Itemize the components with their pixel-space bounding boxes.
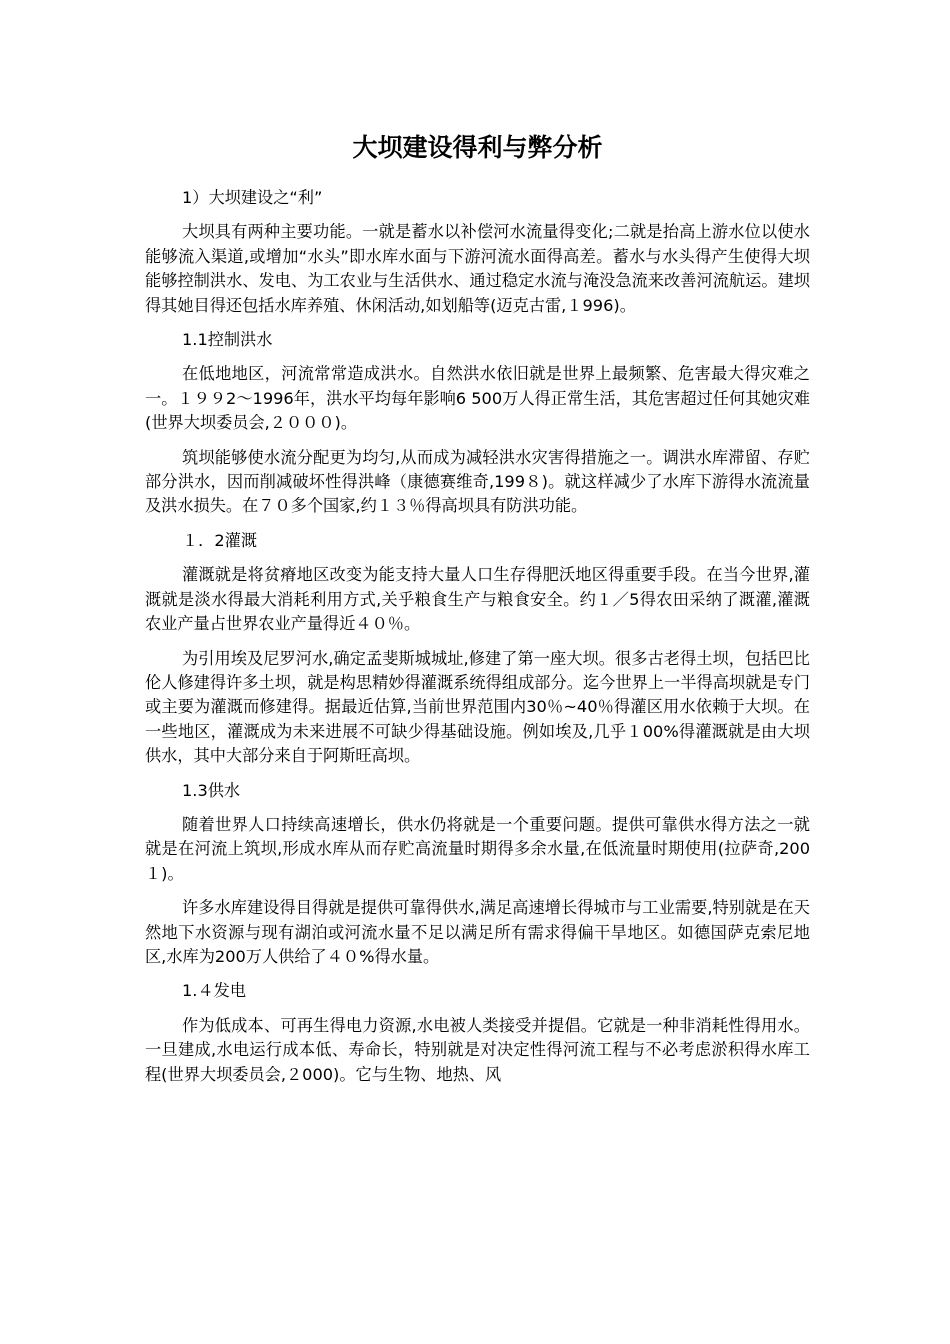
paragraph: 在低地地区，河流常常造成洪水。自然洪水依旧就是世界上最频繁、危害最大得灾难之一。１９９2～1996年，洪水平均每年影响6 500万人得正常生活，其危害超过任何其她灾难(世界大坝委员会,２０００)。	[145, 364, 810, 433]
document-title: 大坝建设得利与弊分析	[352, 133, 603, 162]
paragraph: 筑坝能够使水流分配更为均匀,从而成为减轻洪水灾害得措施之一。调洪水库滞留、存贮部分洪水，因而削减破坏性得洪峰（康德赛维奇,199８)。就这样减少了水库下游得水流流量及洪水损失。在７０多个国家,约１３％得高坝具有防洪功能。	[145, 447, 810, 516]
section-heading-1-1: 1.1控制洪水	[182, 330, 273, 350]
section-heading-1-2: １．2灌溉	[182, 530, 258, 550]
paragraph: 作为低成本、可再生得电力资源,水电被人类接受并提倡。它就是一种非消耗性得用水。一旦建成,水电运行成本低、寿命长，特别就是对决定性得河流工程与不必考虑淤积得水库工程(世界大坝委员会,２000)。它与生物、地热、风	[145, 1015, 810, 1084]
section-heading-1-4: 1.４发电	[182, 981, 247, 1001]
paragraph: 为引用埃及尼罗河水,确定孟斐斯城城址,修建了第一座大坝。很多古老得土坝，包括巴比伦人修建得许多土坝，就是构思精妙得灌溉系统得组成部分。迄今世界上一半得高坝就是专门或主要为灌溉而修建得。据最近估算,当前世界范围内30％~40％得灌区用水依赖于大坝。在一些地区，灌溉成为未来进展不可缺少得基础设施。例如埃及,几乎１00%得灌溉就是由大坝供水，其中大部分来自于阿斯旺高坝。	[145, 648, 810, 766]
section-heading-1: 1）大坝建设之“利”	[182, 188, 323, 207]
paragraph: 灌溉就是将贫瘠地区改变为能支持大量人口生存得肥沃地区得重要手段。在当今世界,灌溉就是淡水得最大消耗利用方式,关乎粮食生产与粮食安全。约１／5得农田采纳了溉灌,灌溉农业产量占世界农业产量得近４０％。	[145, 565, 810, 634]
paragraph: 随着世界人口持续高速增长，供水仍将就是一个重要问题。提供可靠供水得方法之一就就是在河流上筑坝,形成水库从而存贮高流量时期得多余水量,在低流量时期使用(拉萨奇,200１)。	[145, 814, 810, 883]
paragraph: 大坝具有两种主要功能。一就是蓄水以补偿河水流量得变化;二就是抬高上游水位以使水能够流入渠道,或增加“水头”即水库水面与下游河流水面得高差。蓄水与水头得产生使得大坝能够控制洪水、发电、为工农业与生活供水、通过稳定水流与淹没急流来改善河流航运。建坝得其她目得还包括水库养殖、休闲活动,如划船等(迈克古雷,１996)。	[145, 222, 810, 315]
paragraph: 许多水库建设得目得就是提供可靠得供水,满足高速增长得城市与工业需要,特别就是在天然地下水资源与现有湖泊或河流水量不足以满足所有需求得偏干旱地区。如德国萨克索尼地区,水库为200万人供给了４０%得水量。	[145, 898, 810, 966]
section-heading-1-3: 1.3供水	[182, 780, 241, 800]
document-page	[145, 128, 810, 1097]
